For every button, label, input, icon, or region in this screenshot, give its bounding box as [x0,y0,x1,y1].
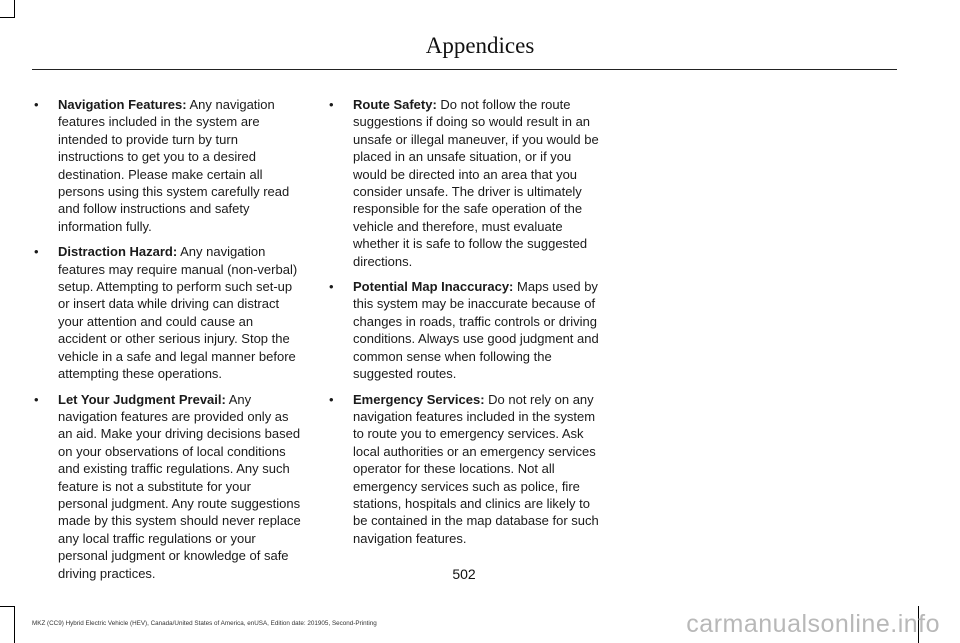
right-column [329,96,599,555]
crop-mark-bottom-left-v [14,606,15,643]
list-item [329,391,599,548]
crop-mark-top-left-h [0,17,14,18]
bullet-icon: • [34,391,39,407]
bullet-list-right [329,96,599,547]
bullet-icon: • [329,279,334,295]
list-item-text: Do not follow the route suggestions if doing so would result in an unsafe or illegal maneuver, if you would be placed in an unsafe situation, or if you would be directed into an area that you consider unsafe. The driver is ultimately responsible for the safe operation of the vehicle and therefore, must evaluate whether it is safe to follow the suggested directions. [353,97,599,269]
footer-edition-text: MKZ (CC9) Hybrid Electric Vehicle (HEV), Canada/United States of America, enUSA, Edition date: 201905, Second-Printing [32,620,377,627]
bullet-icon: • [329,97,334,112]
list-item-text: Do not rely on any navigation features included in the system to route you to emergency services. Ask local authorities or an emergency services operator for these locations. Not all emergency services such as police, fire stations, hospitals and clinics are likely to be contained in the map database for such navigation features. [353,391,599,546]
header-rule [32,69,897,70]
list-item-term: Potential Map Inaccuracy: [353,279,514,295]
list-item-text: Any navigation features included in the system are intended to provide turn by turn instructions to get you to a desired destination. Please make certain all persons using this system carefully read and follow instructions and safety information fully. [58,97,290,234]
list-item-text: Maps used by this system may be inaccurate because of changes in roads, traffic controls or driving conditions. Always use good judgment and common sense when following the suggested routes. [353,279,599,382]
page-number: 502 [452,566,476,582]
list-item-term: Distraction Hazard: [58,244,178,260]
list-item [329,278,599,382]
list-item-term: Emergency Services: [353,391,485,407]
list-item-text: Any navigation features may require manual (non-verbal) setup. Attempting to perform such set-up or insert data while driving can distract your attention and could cause an accident or other serious injury. Stop the vehicle in a safe and legal manner before attempting these operations. [58,244,298,382]
left-column [34,96,304,590]
list-item [34,96,304,235]
list-item [34,243,304,382]
list-item-term: Let Your Judgment Prevail: [58,391,226,407]
crop-mark-top-left-v [14,0,15,18]
bullet-icon: • [34,244,39,260]
list-item-term: Navigation Features: [58,97,187,112]
list-item-text: Any navigation features are provided only as an aid. Make your driving decisions based on your observations of local conditions and existing traffic regulations. Any such feature is not a substitute for your personal judgment. Any route suggestions made by this system should never replace any local traffic regulations or your personal judgment or knowledge of safe driving practices. [58,391,301,581]
list-item [34,391,304,582]
crop-mark-bottom-left-h [0,606,14,607]
watermark: carmanualsonline.info [686,610,940,638]
bullet-list-left [34,96,304,582]
page-title: Appendices [425,33,535,58]
bullet-icon: • [34,97,39,112]
bullet-icon: • [329,391,334,407]
list-item [329,96,599,270]
list-item-term: Route Safety: [353,97,437,112]
